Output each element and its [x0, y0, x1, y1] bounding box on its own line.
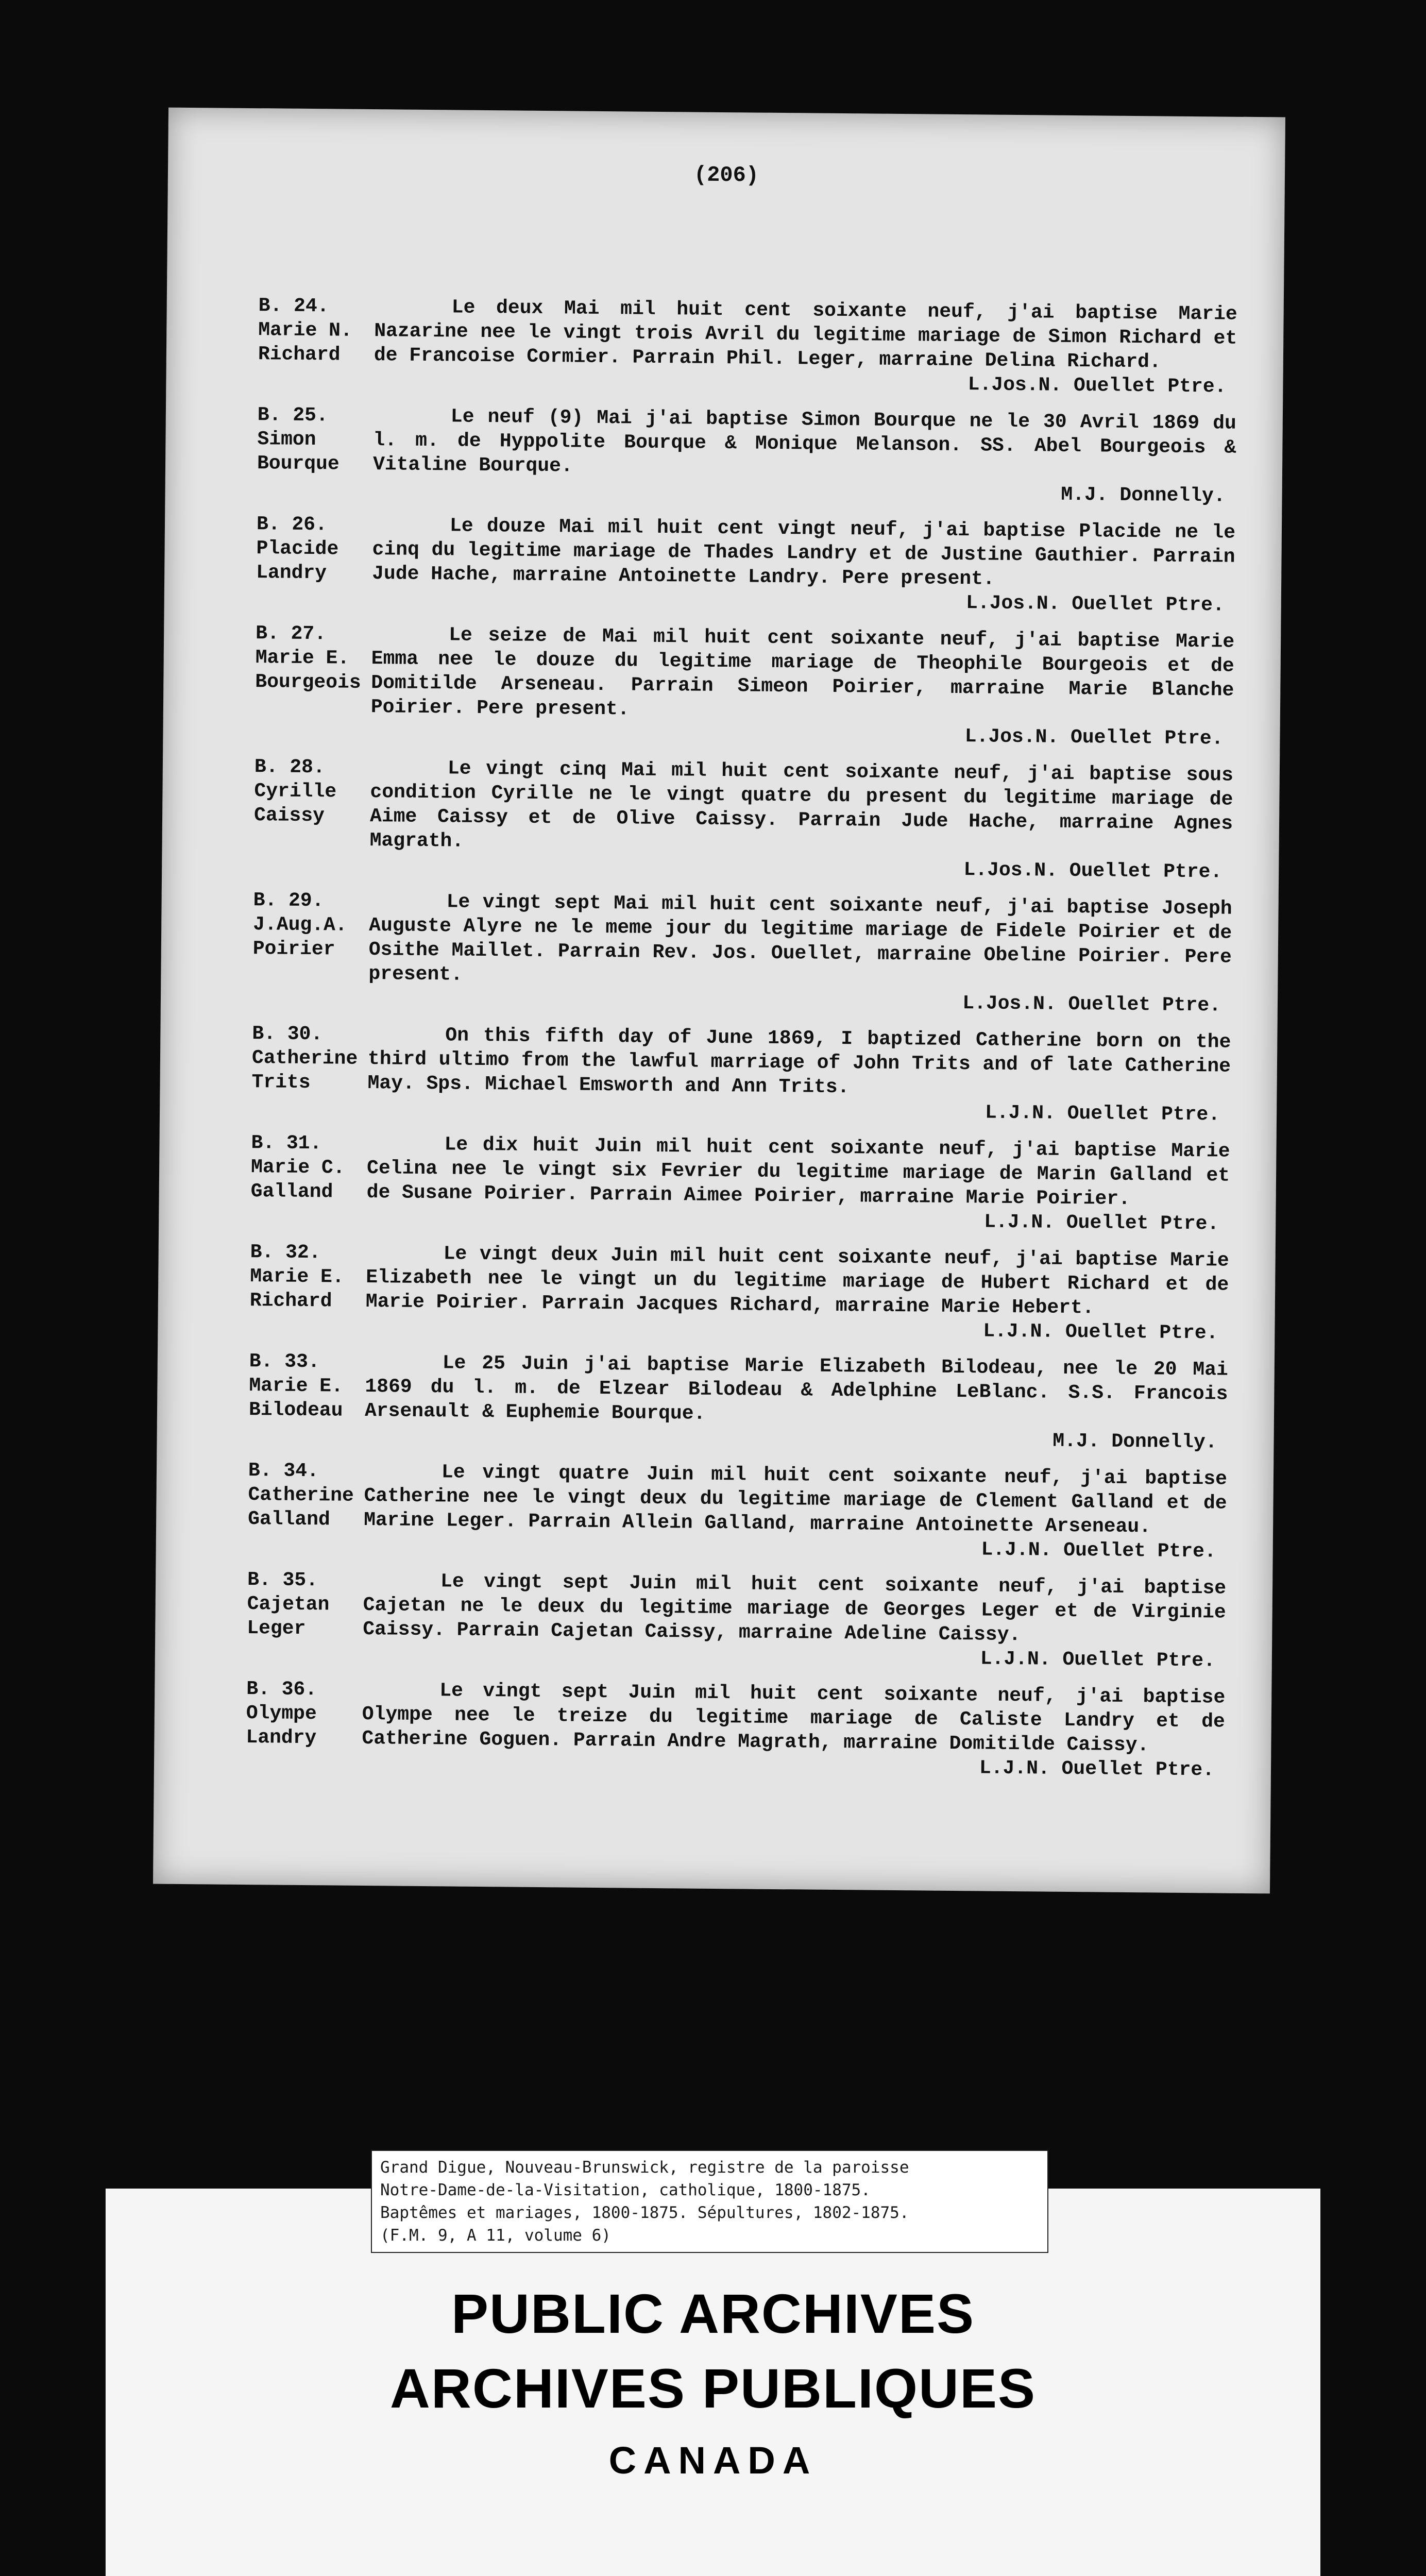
- entry-surname: Trits: [251, 1071, 311, 1094]
- entry-text: Le vingt sept Mai mil huit cent soixante neuf, j'ai baptise Joseph Auguste Alyre ne le meme jour du legitime mariage de Fidele Poirier et de Osithe Maillet. Parrain Rev. Jos. Ouellet, marraine Obeline Poirier. Pere present.: [368, 891, 1232, 986]
- label-line: (F.M. 9, A 11, volume 6): [380, 2226, 611, 2245]
- register-entry: [252, 888, 1232, 1018]
- entry-signature: M.J. Donnelly.: [1061, 483, 1226, 507]
- register-entry: [248, 1459, 1228, 1564]
- title-english: PUBLIC ARCHIVES: [451, 2282, 975, 2345]
- entry-number: B. 32.: [250, 1241, 321, 1264]
- entry-number: B. 30.: [252, 1023, 323, 1046]
- title-french: ARCHIVES PUBLIQUES: [389, 2357, 1037, 2419]
- entry-given-name: Cyrille: [254, 780, 337, 803]
- register-entry: [247, 1568, 1227, 1673]
- entry-body: [372, 404, 1236, 509]
- country-name: CANADA: [608, 2439, 818, 2482]
- entry-text: Le seize de Mai mil huit cent soixante neuf, j'ai baptise Marie Emma nee le douze du legitime mariage de Theophile Bourgeois et de Domitilde Arseneau. Parrain Simeon Poirier, marraine Marie Blanche Poirier. Pere present.: [370, 624, 1235, 721]
- entry-text: Le vingt deux Juin mil huit cent soixante neuf, j'ai baptise Marie Elizabeth nee le vingt un du legitime mariage de Hubert Richard et de Marie Poirier. Parrain Jacques Richard, marraine Marie Hebert.: [365, 1243, 1229, 1319]
- entry-given-name: J.Aug.A.: [253, 913, 347, 937]
- entry-given-name: Simon: [257, 428, 316, 451]
- entry-given-name: Cajetan: [247, 1593, 330, 1616]
- entry-text: Le vingt sept Juin mil huit cent soixante neuf, j'ai baptise Olympe nee le treize du legitime mariage de Caliste Landry et de Catherine Goguen. Parrain Andre Magrath, marraine Domitilde Caissy.: [362, 1680, 1226, 1757]
- entry-given-name: Marie E.: [250, 1265, 344, 1289]
- entry-body: [372, 513, 1236, 618]
- entry-given-name: Marie C.: [250, 1156, 345, 1179]
- entry-surname: Richard: [249, 1290, 332, 1313]
- entry-signature: M.J. Donnelly.: [1052, 1430, 1217, 1454]
- entry-surname: Galland: [247, 1508, 331, 1531]
- collection-label: [371, 2150, 1048, 2253]
- entry-signature: L.J.N. Ouellet Ptre.: [984, 1211, 1219, 1235]
- entry-signature: L.J.N. Ouellet Ptre.: [979, 1757, 1215, 1782]
- entry-number: B. 28.: [254, 756, 325, 779]
- margin-note: [246, 1677, 363, 1775]
- entry-given-name: Olympe: [246, 1702, 317, 1725]
- margin-note: [248, 1459, 365, 1556]
- entry-text: Le 25 Juin j'ai baptise Marie Elizabeth Bilodeau, nee le 20 Mai 1869 du l. m. de Elzear Bilodeau & Adelphine LeBlanc. S.S. Francois Arsenault & Euphemie Bourque.: [364, 1352, 1228, 1425]
- entry-surname: Bourgeois: [255, 671, 361, 694]
- entry-number: B. 25.: [257, 404, 328, 427]
- entry-given-name: Marie N.: [258, 319, 352, 342]
- entry-number: B. 33.: [249, 1350, 320, 1374]
- register-entry: [251, 1022, 1231, 1127]
- entry-given-name: Marie E.: [255, 647, 350, 670]
- entry-given-name: Catherine: [251, 1047, 358, 1070]
- entry-number: B. 31.: [251, 1132, 322, 1155]
- margin-note: [247, 1568, 364, 1666]
- register-entry: [253, 755, 1233, 885]
- register-entry: [246, 1677, 1226, 1783]
- entry-surname: Poirier: [252, 938, 335, 961]
- margin-note: [251, 1022, 368, 1120]
- entry-signature: L.J.N. Ouellet Ptre.: [981, 1538, 1216, 1563]
- entry-text: Le neuf (9) Mai j'ai baptise Simon Bourque ne le 30 Avril 1869 du l. m. de Hyppolite Bourque & Monique Melanson. SS. Abel Bourgeois & Vitaline Bourque.: [372, 405, 1236, 478]
- entry-body: [368, 889, 1232, 1018]
- entry-number: B. 26.: [256, 513, 328, 536]
- entry-signature: L.J.N. Ouellet Ptre.: [984, 1101, 1220, 1126]
- entry-given-name: Marie E.: [249, 1375, 344, 1398]
- margin-note: [248, 1349, 365, 1447]
- register-entry: [258, 294, 1237, 399]
- entry-body: [364, 1350, 1228, 1455]
- entry-text: Le dix huit Juin mil huit cent soixante neuf, j'ai baptise Marie Celina nee le vingt six Fevrier du legitime mariage de Marin Galland et de Susane Poirier. Parrain Aimee Poirier, marraine Marie Poirier.: [366, 1133, 1230, 1210]
- entry-given-name: Placide: [256, 537, 339, 561]
- entry-text: Le douze Mai mil huit cent vingt neuf, j'ai baptise Placide ne le cinq du legitime mariage de Thades Landry et de Justine Gauthier. Parrain Jude Hache, marraine Antoinette Landry. Pere present.: [372, 515, 1236, 590]
- entry-surname: Bourque: [257, 452, 339, 476]
- margin-note: [257, 403, 374, 501]
- entry-signature: L.Jos.N. Ouellet Ptre.: [963, 859, 1223, 884]
- entry-text: Le vingt sept Juin mil huit cent soixante neuf, j'ai baptise Cajetan ne le deux du legitime mariage de Georges Leger et de Virginie Caissy. Parrain Cajetan Caissy, marraine Adeline Caissy.: [363, 1570, 1227, 1647]
- entry-signature: L.J.N. Ouellet Ptre.: [980, 1648, 1216, 1672]
- entry-surname: Leger: [247, 1617, 306, 1640]
- entry-body: [364, 1460, 1228, 1564]
- entry-body: [363, 1569, 1227, 1673]
- register-entries: [246, 294, 1237, 1794]
- entry-surname: Landry: [246, 1726, 317, 1750]
- margin-note: [249, 1240, 366, 1338]
- margin-note: [256, 512, 373, 610]
- entry-signature: L.Jos.N. Ouellet Ptre.: [964, 725, 1224, 750]
- register-entry: [254, 621, 1234, 751]
- label-line: Notre-Dame-de-la-Visitation, catholique, 1800-1875.: [380, 2181, 871, 2199]
- margin-note: [253, 755, 370, 877]
- entry-text: Le deux Mai mil huit cent soixante neuf, j'ai baptise Marie Nazarine nee le vingt trois Avril du legitime mariage de Simon Richard et de Francoise Cormier. Parrain Phil. Leger, marraine Delina Richard.: [374, 296, 1237, 374]
- register-page: [153, 108, 1285, 1894]
- entry-body: [369, 756, 1233, 885]
- margin-note: [250, 1131, 367, 1229]
- label-line: Grand Digue, Nouveau-Brunswick, registre de la paroisse: [380, 2158, 909, 2177]
- entry-surname: Caissy: [253, 804, 325, 827]
- entry-surname: Richard: [258, 343, 341, 366]
- page-number: (206): [693, 162, 759, 188]
- entry-number: B. 24.: [258, 295, 329, 318]
- entry-number: B. 36.: [246, 1678, 317, 1701]
- entry-number: B. 35.: [247, 1569, 318, 1592]
- entry-text: On this fifth day of June 1869, I baptized Catherine born on the third ultimo from the lawful marriage of John Trits and of late Catherine May. Sps. Michael Emsworth and Ann Trits.: [367, 1024, 1231, 1099]
- entry-number: B. 27.: [255, 622, 327, 646]
- margin-note: [258, 294, 375, 392]
- margin-note: [254, 621, 371, 743]
- entry-signature: L.Jos.N. Ouellet Ptre.: [967, 374, 1227, 398]
- entry-signature: L.Jos.N. Ouellet Ptre.: [962, 992, 1221, 1017]
- margin-note: [252, 888, 369, 1010]
- entry-body: [367, 1023, 1231, 1127]
- entry-surname: Galland: [250, 1180, 333, 1204]
- entry-surname: Landry: [256, 562, 327, 585]
- register-entry: [250, 1131, 1230, 1236]
- archives-target-card: [106, 2158, 1320, 2576]
- entry-number: B. 29.: [253, 889, 324, 912]
- entry-text: Le vingt quatre Juin mil huit cent soixante neuf, j'ai baptise Catherine nee le vingt deux du legitime mariage de Clement Galland et de Marine Leger. Parrain Allein Galland, marraine Antoinette Arseneau.: [363, 1461, 1228, 1538]
- entry-body: [366, 1132, 1230, 1236]
- entry-body: [370, 622, 1234, 751]
- register-entry: [248, 1349, 1228, 1455]
- entry-number: B. 34.: [248, 1460, 319, 1483]
- entry-surname: Bilodeau: [248, 1399, 343, 1422]
- entry-text: Le vingt cinq Mai mil huit cent soixante neuf, j'ai baptise sous condition Cyrille ne le vingt quatre du present du legitime mariage de Aime Caissy et de Olive Caissy. Parrain Jude Hache, marraine Agnes Magrath.: [369, 757, 1234, 853]
- register-entry: [249, 1240, 1229, 1346]
- entry-body: [365, 1241, 1229, 1346]
- entry-given-name: Catherine: [248, 1484, 354, 1507]
- register-entry: [256, 512, 1236, 618]
- entry-body: [374, 295, 1237, 399]
- label-line: Baptêmes et mariages, 1800-1875. Sépultures, 1802-1875.: [380, 2204, 909, 2222]
- entry-signature: L.Jos.N. Ouellet Ptre.: [965, 592, 1225, 617]
- register-entry: [257, 403, 1236, 509]
- entry-signature: L.J.N. Ouellet Ptre.: [983, 1320, 1218, 1345]
- entry-body: [362, 1678, 1226, 1783]
